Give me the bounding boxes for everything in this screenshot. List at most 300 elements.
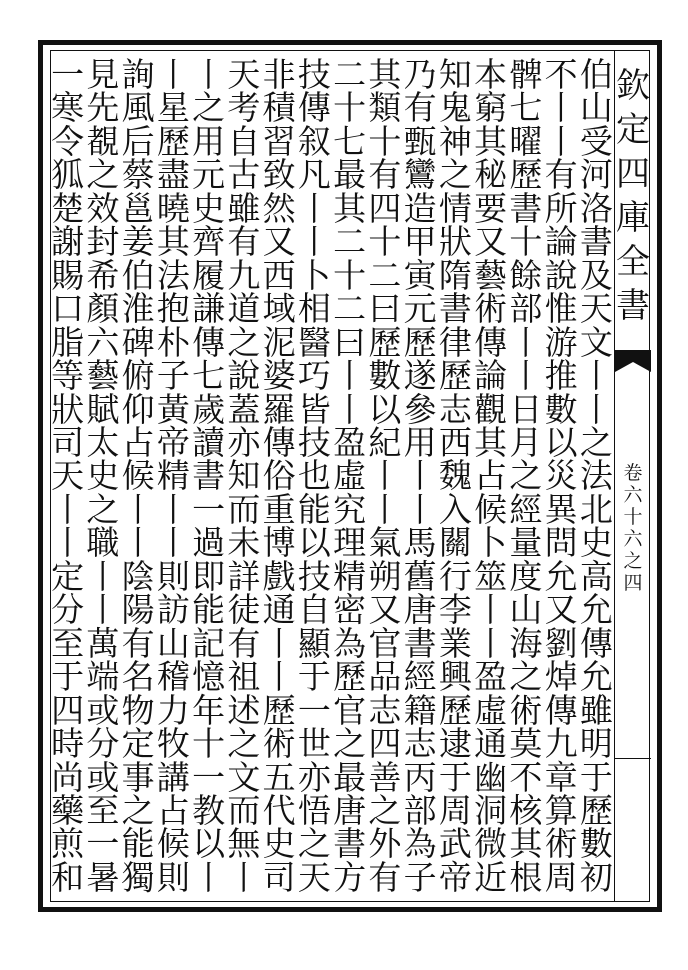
text-char: 歷 — [509, 155, 543, 195]
text-char: 曜 — [509, 121, 543, 161]
text-char: 入 — [438, 489, 472, 529]
text-char: 憶 — [192, 657, 226, 697]
text-char: 業 — [438, 623, 472, 663]
text-char: 朔 — [368, 556, 402, 596]
text-char: 丨 — [403, 489, 437, 529]
text-char: 仰 — [121, 389, 155, 429]
text-char: 秘 — [474, 155, 508, 195]
text-char: 異 — [544, 489, 578, 529]
text-char: 習 — [262, 121, 296, 161]
text-char: 歲 — [192, 389, 226, 429]
text-char: 于 — [51, 657, 85, 697]
text-char: 文 — [579, 322, 613, 362]
text-char: 丨 — [192, 857, 226, 897]
text-char: 藝 — [474, 255, 508, 295]
text-char: 世 — [297, 724, 331, 764]
text-char: 謝 — [51, 222, 85, 262]
text-char: 洛 — [579, 188, 613, 228]
text-char: 舊 — [403, 556, 437, 596]
text-char: 或 — [86, 757, 120, 797]
text-char: 天 — [227, 55, 261, 94]
text-char: 之 — [121, 790, 155, 830]
text-char: 理 — [333, 523, 367, 563]
text-char: 占 — [474, 456, 508, 496]
text-char: 根 — [509, 857, 543, 897]
text-char: 核 — [509, 790, 543, 830]
text-char: 講 — [156, 757, 190, 797]
fishtail-mark-icon — [615, 350, 651, 386]
text-char: 一 — [297, 690, 331, 730]
text-char: 史 — [192, 188, 226, 228]
text-char: 山 — [509, 590, 543, 630]
text-char: 月 — [509, 422, 543, 462]
text-char: 莫 — [509, 724, 543, 764]
text-char: 抱 — [156, 289, 190, 329]
text-char: 候 — [121, 456, 155, 496]
text-char: 丨 — [121, 523, 155, 563]
text-char: 丨 — [368, 456, 402, 496]
text-char: 獨 — [121, 857, 155, 897]
text-char: 歷 — [403, 322, 437, 362]
text-char: 傳 — [474, 322, 508, 362]
text-char: 丨 — [51, 489, 85, 529]
text-char: 陰 — [121, 556, 155, 596]
text-char: 藝 — [86, 356, 120, 396]
volume-char: 之 — [623, 550, 643, 572]
text-char: 其 — [474, 422, 508, 462]
text-char: 古 — [227, 155, 261, 195]
text-char: 陽 — [121, 590, 155, 630]
text-char: 河 — [579, 155, 613, 195]
text-char: 十 — [509, 222, 543, 262]
text-char: 歷 — [262, 690, 296, 730]
text-char: 覩 — [86, 121, 120, 161]
text-char: 盈 — [333, 422, 367, 462]
text-char: 九 — [544, 724, 578, 764]
text-char: 災 — [544, 456, 578, 496]
text-char: 元 — [403, 289, 437, 329]
text-char: 博 — [262, 523, 296, 563]
text-char: 四 — [51, 690, 85, 730]
text-char: 占 — [156, 790, 190, 830]
text-char: 書 — [403, 623, 437, 663]
text-char: 于 — [579, 757, 613, 797]
text-char: 賜 — [51, 255, 85, 295]
text-char: 歷 — [438, 690, 472, 730]
text-char: 丨 — [156, 489, 190, 529]
text-char: 丨 — [262, 623, 296, 663]
text-char: 風 — [121, 88, 155, 128]
text-char: 子 — [403, 857, 437, 897]
text-char: 史 — [262, 824, 296, 864]
text-char: 丨 — [579, 356, 613, 396]
text-char: 非 — [262, 55, 296, 94]
text-char: 丙 — [403, 757, 437, 797]
text-char: 十 — [368, 222, 402, 262]
text-char: 稽 — [156, 657, 190, 697]
text-char: 子 — [156, 356, 190, 396]
text-char: 丨 — [333, 389, 367, 429]
text-char: 術 — [262, 724, 296, 764]
text-char: 丨 — [156, 55, 190, 94]
text-char: 歷 — [156, 121, 190, 161]
text-char: 最 — [333, 155, 367, 195]
text-char: 史 — [86, 456, 120, 496]
text-char: 十 — [333, 255, 367, 295]
text-char: 時 — [51, 724, 85, 764]
text-char: 書 — [192, 456, 226, 496]
text-char: 履 — [192, 255, 226, 295]
text-char: 行 — [438, 556, 472, 596]
text-char: 丨 — [51, 523, 85, 563]
title-char: 四 — [616, 154, 650, 194]
text-char: 問 — [544, 523, 578, 563]
text-char: 俗 — [262, 456, 296, 496]
text-char: 丨 — [227, 857, 261, 897]
text-char: 之 — [86, 155, 120, 195]
text-char: 天 — [579, 289, 613, 329]
text-char: 洞 — [474, 790, 508, 830]
text-char: 朴 — [156, 322, 190, 362]
text-char: 其 — [474, 121, 508, 161]
text-char: 所 — [544, 188, 578, 228]
text-char: 周 — [544, 857, 578, 897]
text-char: 十 — [333, 88, 367, 128]
text-char: 允 — [544, 556, 578, 596]
text-char: 分 — [86, 724, 120, 764]
text-char: 狀 — [438, 222, 472, 262]
text-char: 和 — [51, 857, 85, 897]
text-char: 一 — [192, 489, 226, 529]
text-char: 之 — [227, 724, 261, 764]
text-char: 祖 — [227, 657, 261, 697]
text-char: 五 — [262, 757, 296, 797]
text-char: 以 — [297, 523, 331, 563]
text-char: 歷 — [579, 790, 613, 830]
text-char: 名 — [121, 657, 155, 697]
text-char: 分 — [51, 590, 85, 630]
text-char: 過 — [192, 523, 226, 563]
text-char: 外 — [368, 824, 402, 864]
text-char: 之 — [192, 88, 226, 128]
text-char: 寒 — [51, 88, 85, 128]
text-char: 丨 — [544, 88, 578, 128]
text-char: 通 — [262, 590, 296, 630]
text-char: 之 — [297, 824, 331, 864]
text-char: 有 — [121, 623, 155, 663]
text-char: 丨 — [262, 657, 296, 697]
text-char: 牧 — [156, 724, 190, 764]
text-char: 武 — [438, 824, 472, 864]
text-char: 鬼 — [438, 88, 472, 128]
text-char: 七 — [333, 121, 367, 161]
text-char: 戲 — [262, 556, 296, 596]
text-char: 為 — [333, 623, 367, 663]
text-char: 之 — [227, 322, 261, 362]
text-char: 丨 — [297, 222, 331, 262]
text-char: 而 — [227, 790, 261, 830]
text-char: 惟 — [544, 289, 578, 329]
text-char: 神 — [438, 121, 472, 161]
text-char: 顯 — [297, 623, 331, 663]
text-char: 曰 — [368, 289, 402, 329]
text-char: 部 — [509, 289, 543, 329]
text-char: 賦 — [86, 389, 120, 429]
text-char: 讀 — [192, 422, 226, 462]
text-char: 技 — [297, 55, 331, 94]
text-char: 教 — [192, 790, 226, 830]
text-char: 微 — [474, 824, 508, 864]
text-char: 伯 — [121, 255, 155, 295]
text-char: 六 — [86, 322, 120, 362]
title-char: 全 — [616, 242, 650, 282]
text-char: 希 — [86, 255, 120, 295]
text-char: 煎 — [51, 824, 85, 864]
text-char: 蓋 — [227, 389, 261, 429]
text-char: 為 — [403, 824, 437, 864]
text-char: 黃 — [156, 389, 190, 429]
text-char: 律 — [438, 322, 472, 362]
text-char: 卜 — [474, 523, 508, 563]
text-char: 司 — [262, 857, 296, 897]
text-char: 傳 — [579, 623, 613, 663]
text-char: 能 — [192, 590, 226, 630]
text-char: 虛 — [474, 690, 508, 730]
text-char: 記 — [192, 623, 226, 663]
text-char: 寅 — [403, 255, 437, 295]
text-char: 天 — [51, 456, 85, 496]
text-char: 初 — [579, 857, 613, 897]
text-char: 知 — [227, 456, 261, 496]
text-char: 二 — [333, 222, 367, 262]
text-char: 訪 — [156, 590, 190, 630]
text-char: 髀 — [509, 55, 543, 94]
text-char: 等 — [51, 356, 85, 396]
text-char: 道 — [227, 289, 261, 329]
text-char: 高 — [579, 556, 613, 596]
text-char: 遂 — [403, 356, 437, 396]
text-char: 馬 — [403, 523, 437, 563]
text-char: 口 — [51, 289, 85, 329]
text-char: 重 — [262, 489, 296, 529]
text-char: 丨 — [333, 356, 367, 396]
text-char: 鸞 — [403, 155, 437, 195]
text-char: 婆 — [262, 356, 296, 396]
text-char: 密 — [333, 590, 367, 630]
text-char: 無 — [227, 824, 261, 864]
volume-char: 卷 — [623, 462, 643, 484]
text-char: 丨 — [121, 489, 155, 529]
text-char: 傳 — [192, 322, 226, 362]
text-char: 其 — [333, 188, 367, 228]
text-char: 二 — [368, 255, 402, 295]
text-char: 曰 — [333, 322, 367, 362]
text-char: 歷 — [333, 657, 367, 697]
text-char: 萬 — [86, 623, 120, 663]
text-char: 徒 — [227, 590, 261, 630]
text-column — [45, 55, 91, 897]
text-char: 傳 — [262, 422, 296, 462]
volume-char: 六 — [623, 528, 643, 550]
text-char: 關 — [438, 523, 472, 563]
text-char: 海 — [509, 623, 543, 663]
title-char: 書 — [616, 286, 650, 326]
text-char: 丨 — [86, 556, 120, 596]
text-char: 令 — [51, 121, 85, 161]
text-char: 巧 — [297, 356, 331, 396]
text-char: 及 — [579, 255, 613, 295]
text-char: 而 — [227, 489, 261, 529]
text-char: 盈 — [474, 657, 508, 697]
text-char: 西 — [262, 255, 296, 295]
text-char: 歷 — [438, 356, 472, 396]
text-char: 有 — [403, 88, 437, 128]
text-char: 丨 — [579, 389, 613, 429]
text-char: 占 — [121, 422, 155, 462]
text-char: 丨 — [156, 523, 190, 563]
text-char: 其 — [509, 824, 543, 864]
text-char: 伯 — [579, 55, 613, 94]
text-char: 甄 — [403, 121, 437, 161]
text-char: 尚 — [51, 757, 85, 797]
text-char: 脂 — [51, 322, 85, 362]
text-char: 究 — [333, 489, 367, 529]
text-char: 候 — [474, 489, 508, 529]
text-char: 丨 — [192, 55, 226, 94]
text-char: 經 — [403, 657, 437, 697]
text-char: 游 — [544, 322, 578, 362]
text-char: 文 — [227, 757, 261, 797]
text-char: 之 — [579, 422, 613, 462]
text-char: 術 — [544, 824, 578, 864]
text-char: 端 — [86, 657, 120, 697]
text-char: 其 — [368, 55, 402, 94]
text-char: 有 — [368, 857, 402, 897]
text-char: 代 — [262, 790, 296, 830]
text-char: 善 — [368, 757, 402, 797]
title-char: 欽 — [616, 66, 650, 106]
text-char: 力 — [156, 690, 190, 730]
text-char: 要 — [474, 188, 508, 228]
volume-label — [615, 462, 651, 594]
text-char: 七 — [509, 88, 543, 128]
title-char: 定 — [616, 110, 650, 150]
text-char: 亦 — [297, 757, 331, 797]
text-char: 十 — [192, 724, 226, 764]
text-char: 籍 — [403, 690, 437, 730]
text-char: 能 — [297, 489, 331, 529]
text-char: 日 — [509, 389, 543, 429]
text-char: 山 — [156, 623, 190, 663]
text-char: 狐 — [51, 155, 85, 195]
text-char: 效 — [86, 188, 120, 228]
text-char: 官 — [333, 690, 367, 730]
text-char: 詢 — [121, 55, 155, 94]
book-title — [615, 64, 651, 328]
text-char: 謙 — [192, 289, 226, 329]
text-char: 丨 — [474, 623, 508, 663]
text-char: 傳 — [297, 88, 331, 128]
text-char: 術 — [474, 289, 508, 329]
text-char: 李 — [438, 590, 472, 630]
text-char: 逮 — [438, 724, 472, 764]
text-char: 數 — [544, 389, 578, 429]
text-char: 先 — [86, 88, 120, 128]
text-char: 一 — [51, 55, 85, 94]
text-char: 之 — [86, 489, 120, 529]
center-rule — [615, 758, 651, 759]
text-char: 丨 — [544, 121, 578, 161]
text-char: 丨 — [368, 489, 402, 529]
text-char: 或 — [86, 690, 120, 730]
text-char: 說 — [227, 356, 261, 396]
text-char: 二 — [333, 55, 367, 94]
text-char: 以 — [368, 389, 402, 429]
text-char: 方 — [333, 857, 367, 897]
text-char: 年 — [192, 690, 226, 730]
text-char: 雖 — [227, 188, 261, 228]
text-char: 則 — [156, 556, 190, 596]
text-char: 近 — [474, 857, 508, 897]
text-char: 蔡 — [121, 155, 155, 195]
text-char: 定 — [121, 724, 155, 764]
text-char: 幽 — [474, 757, 508, 797]
text-char: 其 — [156, 222, 190, 262]
text-char: 又 — [544, 590, 578, 630]
text-char: 泥 — [262, 322, 296, 362]
center-margin — [614, 50, 650, 902]
text-char: 然 — [262, 188, 296, 228]
text-char: 羅 — [262, 389, 296, 429]
text-char: 考 — [227, 88, 261, 128]
text-char: 俯 — [121, 356, 155, 396]
text-char: 精 — [156, 456, 190, 496]
text-char: 丨 — [509, 356, 543, 396]
text-char: 傳 — [544, 690, 578, 730]
text-char: 允 — [579, 590, 613, 630]
text-char: 志 — [438, 389, 472, 429]
text-char: 之 — [509, 456, 543, 496]
text-char: 有 — [227, 222, 261, 262]
text-char: 又 — [368, 590, 402, 630]
text-char: 書 — [438, 289, 472, 329]
text-char: 九 — [227, 255, 261, 295]
text-char: 山 — [579, 88, 613, 128]
text-char: 章 — [544, 757, 578, 797]
text-char: 叙 — [297, 121, 331, 161]
text-char: 以 — [544, 422, 578, 462]
text-char: 述 — [227, 690, 261, 730]
text-char: 淮 — [121, 289, 155, 329]
text-char: 自 — [227, 121, 261, 161]
text-char: 元 — [192, 155, 226, 195]
text-char: 見 — [86, 55, 120, 94]
text-char: 有 — [227, 623, 261, 663]
text-char: 品 — [368, 657, 402, 697]
text-char: 候 — [156, 824, 190, 864]
text-char: 唐 — [333, 790, 367, 830]
text-char: 四 — [368, 724, 402, 764]
text-char: 法 — [579, 456, 613, 496]
text-char: 造 — [403, 188, 437, 228]
text-char: 情 — [438, 188, 472, 228]
text-char: 法 — [156, 255, 190, 295]
text-char: 說 — [544, 255, 578, 295]
text-char: 能 — [121, 824, 155, 864]
text-char: 歷 — [368, 322, 402, 362]
text-char: 于 — [297, 657, 331, 697]
text-char: 二 — [333, 289, 367, 329]
